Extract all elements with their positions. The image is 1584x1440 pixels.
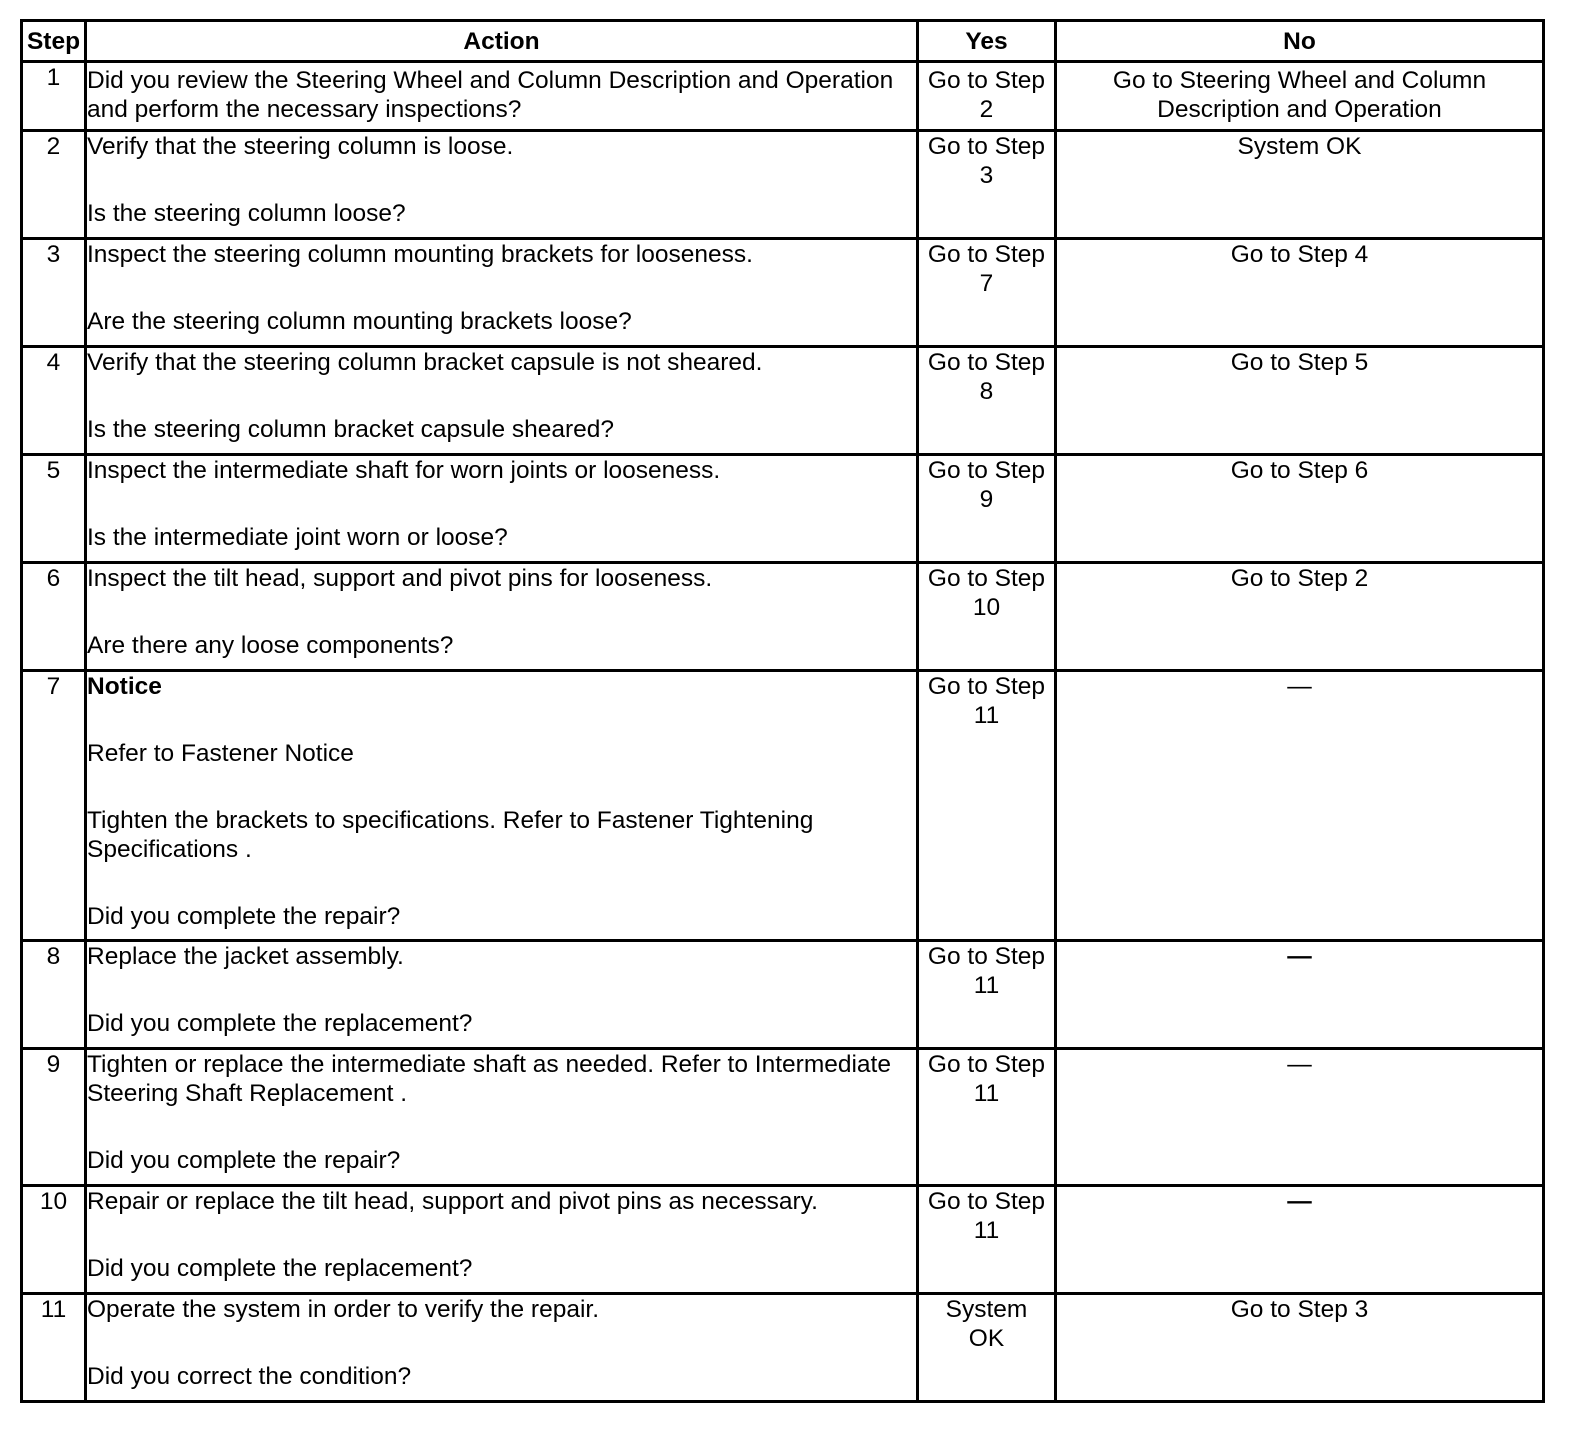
action-text: Tighten or replace the intermediate shaft as needed. Refer to Intermediate Steering Shaft Replacement . — [87, 1051, 891, 1107]
action-question: Is the intermediate joint worn or loose? — [87, 524, 508, 551]
action-question: Did you complete the repair? — [87, 903, 401, 930]
table-row — [22, 239, 1544, 347]
step-number: 11 — [22, 1294, 86, 1402]
action-question: Is the steering column bracket capsule sheared? — [87, 416, 615, 443]
step-number: 7 — [22, 671, 86, 941]
no-cell — [1056, 1049, 1544, 1186]
action-question: Are the steering column mounting brackets loose? — [87, 308, 632, 335]
no-cell: Go to Step 2 — [1056, 563, 1544, 671]
action-cell — [86, 1049, 918, 1186]
yes-cell: Go to Step 11 — [918, 1186, 1056, 1294]
action-cell — [86, 455, 918, 563]
no-cell — [1056, 671, 1544, 941]
no-cell: Go to Step 5 — [1056, 347, 1544, 455]
action-text: Verify that the steering column is loose. — [87, 133, 514, 160]
step-number: 1 — [22, 62, 86, 131]
yes-cell: Go to Step 3 — [918, 131, 1056, 239]
action-question: Are there any loose components? — [87, 632, 454, 659]
notice-title: Notice — [87, 673, 162, 700]
diagnostic-table — [20, 19, 1545, 1403]
action-cell — [86, 563, 918, 671]
action-question: Did you complete the replacement? — [87, 1255, 473, 1282]
action-text: Replace the jacket assembly. — [87, 943, 404, 970]
header-step: Step — [22, 21, 86, 62]
step-number: 4 — [22, 347, 86, 455]
action-question: Did you correct the condition? — [87, 1363, 412, 1390]
notice-text: Refer to Fastener Notice — [87, 740, 354, 767]
action-text: Inspect the tilt head, support and pivot pins for looseness. — [87, 565, 713, 592]
step-number: 2 — [22, 131, 86, 239]
action-text: Operate the system in order to verify the repair. — [87, 1296, 600, 1323]
action-text: Inspect the intermediate shaft for worn joints or looseness. — [87, 457, 721, 484]
no-cell — [1056, 941, 1544, 1049]
table-row — [22, 455, 1544, 563]
table-row — [22, 62, 1544, 131]
action-cell — [86, 1294, 918, 1402]
table-row — [22, 131, 1544, 239]
action-text: Repair or replace the tilt head, support and pivot pins as necessary. — [87, 1188, 818, 1215]
table-row — [22, 563, 1544, 671]
yes-cell: Go to Step 2 — [918, 62, 1056, 131]
no-cell: Go to Steering Wheel and Column Description and Operation — [1056, 62, 1544, 131]
step-number: 8 — [22, 941, 86, 1049]
step-number: 6 — [22, 563, 86, 671]
action-text: Inspect the steering column mounting brackets for looseness. — [87, 241, 753, 268]
no-cell: Go to Step 6 — [1056, 455, 1544, 563]
action-question: Is the steering column loose? — [87, 200, 406, 227]
yes-cell: Go to Step 9 — [918, 455, 1056, 563]
no-dash: — — [1287, 673, 1312, 700]
action-question: Did you complete the replacement? — [87, 1010, 473, 1037]
table-row — [22, 671, 1544, 941]
no-dash: — — [1287, 1188, 1312, 1215]
action-cell — [86, 347, 918, 455]
table-row — [22, 1186, 1544, 1294]
yes-cell: Go to Step 7 — [918, 239, 1056, 347]
action-question: Did you complete the repair? — [87, 1147, 401, 1174]
yes-cell: Go to Step 11 — [918, 1049, 1056, 1186]
action-cell — [86, 239, 918, 347]
step-number: 9 — [22, 1049, 86, 1186]
table-row — [22, 347, 1544, 455]
yes-cell: Go to Step 11 — [918, 941, 1056, 1049]
action-text: Verify that the steering column bracket capsule is not sheared. — [87, 349, 763, 376]
action-cell — [86, 941, 918, 1049]
yes-cell: System OK — [918, 1294, 1056, 1402]
header-row — [22, 21, 1544, 62]
action-text: Tighten the brackets to specifications. Refer to Fastener Tightening Specifications . — [87, 807, 814, 863]
no-dash: — — [1287, 943, 1312, 970]
action-text: Did you review the Steering Wheel and Column Description and Operation and perform the necessary inspections? — [87, 67, 894, 123]
yes-cell: Go to Step 8 — [918, 347, 1056, 455]
no-cell: Go to Step 4 — [1056, 239, 1544, 347]
step-number: 5 — [22, 455, 86, 563]
table-row — [22, 1294, 1544, 1402]
step-number: 10 — [22, 1186, 86, 1294]
yes-cell: Go to Step 10 — [918, 563, 1056, 671]
action-cell — [86, 62, 918, 131]
no-cell: System OK — [1056, 131, 1544, 239]
table-row — [22, 1049, 1544, 1186]
action-cell — [86, 1186, 918, 1294]
table-row — [22, 941, 1544, 1049]
no-cell: Go to Step 3 — [1056, 1294, 1544, 1402]
step-number: 3 — [22, 239, 86, 347]
action-cell — [86, 131, 918, 239]
header-yes: Yes — [918, 21, 1056, 62]
header-action: Action — [86, 21, 918, 62]
yes-cell: Go to Step 11 — [918, 671, 1056, 941]
no-dash: — — [1287, 1051, 1312, 1078]
no-cell — [1056, 1186, 1544, 1294]
action-cell — [86, 671, 918, 941]
header-no: No — [1056, 21, 1544, 62]
